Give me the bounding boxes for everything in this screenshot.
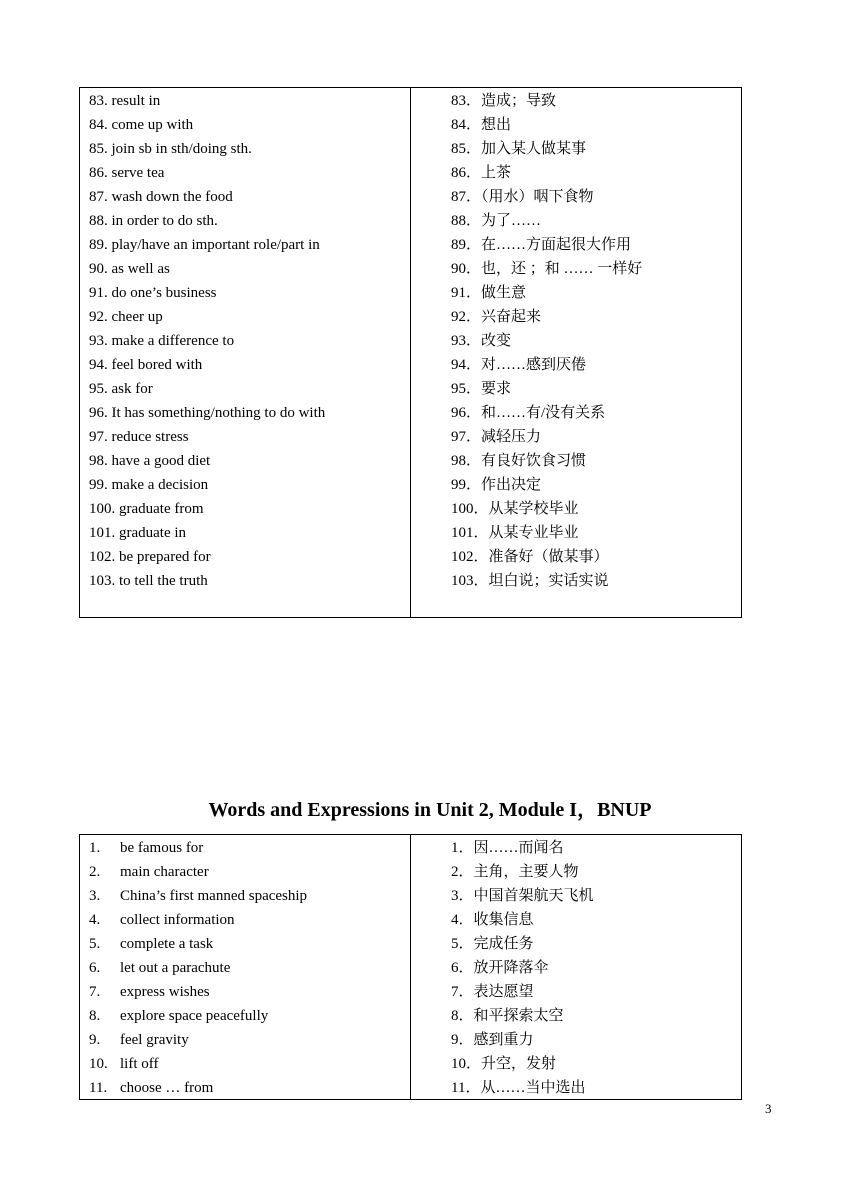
list-item: 101. graduate in: [89, 525, 187, 541]
list-item: 88. in order to do sth.: [89, 213, 218, 229]
item-number: 3.: [89, 888, 101, 904]
chinese-column: [411, 88, 741, 617]
item-text: explore space peacefully: [120, 1008, 269, 1024]
item-text: main character: [120, 864, 209, 880]
list-item: [89, 884, 410, 908]
list-item: 94．对……感到厌倦: [451, 357, 587, 373]
item-number: 2.: [89, 864, 101, 880]
list-item: 101．从某专业毕业: [451, 525, 579, 541]
list-item: 3．中国首架航天飞机: [451, 888, 594, 904]
list-item: 98. have a good diet: [89, 453, 211, 469]
item-text: express wishes: [120, 984, 210, 1000]
list-item: 11．从……当中选出: [451, 1080, 586, 1096]
list-item: 83. result in: [89, 93, 161, 109]
list-item: 2．主角，主要人物: [451, 864, 579, 880]
list-item: 99．作出决定: [451, 477, 542, 493]
list-item: 86. serve tea: [89, 165, 165, 181]
list-item: 103. to tell the truth: [89, 573, 208, 589]
item-number: 6.: [89, 960, 101, 976]
list-item: [89, 908, 410, 932]
section-title: Words and Expressions in Unit 2, Module I，BNUP: [208, 799, 652, 821]
english-column: [80, 835, 411, 1099]
list-item: 91. do one’s business: [89, 285, 217, 301]
list-item: 83．造成；导致: [451, 93, 557, 109]
item-number: 7.: [89, 984, 101, 1000]
list-item: 4．收集信息: [451, 912, 534, 928]
list-item: 86．上茶: [451, 165, 512, 181]
list-item: 93．改变: [451, 333, 512, 349]
item-number: 10.: [89, 1056, 108, 1072]
list-item: 87. wash down the food: [89, 189, 233, 205]
list-item: 94. feel bored with: [89, 357, 203, 373]
item-text: collect information: [120, 912, 235, 928]
list-item: 89. play/have an important role/part in: [89, 237, 320, 253]
list-item: 7．表达愿望: [451, 984, 534, 1000]
list-item: 100．从某学校毕业: [451, 501, 579, 517]
list-item: 103．坦白说；实话实说: [451, 573, 609, 589]
list-item: 97. reduce stress: [89, 429, 189, 445]
list-item: [89, 1076, 410, 1100]
vocab-table-unit2: [79, 834, 742, 1100]
list-item: 88．为了……: [451, 213, 542, 229]
item-text: feel gravity: [120, 1032, 189, 1048]
item-text: let out a parachute: [120, 960, 231, 976]
item-number: 5.: [89, 936, 101, 952]
chinese-column: [411, 835, 741, 1099]
item-text: choose … from: [120, 1080, 214, 1096]
english-column: [80, 88, 411, 617]
list-item: 85．加入某人做某事: [451, 141, 587, 157]
list-item: 96. It has something/nothing to do with: [89, 405, 326, 421]
list-item: 102．准备好（做某事）: [451, 549, 609, 565]
vocab-table-unit1: [79, 87, 742, 618]
list-item: 85. join sb in sth/doing sth.: [89, 141, 252, 157]
item-text: be famous for: [120, 840, 204, 856]
list-item: 90. as well as: [89, 261, 170, 277]
list-item: 89．在……方面起很大作用: [451, 237, 632, 253]
list-item: 84. come up with: [89, 117, 194, 133]
list-item: 102. be prepared for: [89, 549, 211, 565]
list-item: [89, 1028, 410, 1052]
list-item: 84．想出: [451, 117, 512, 133]
list-item: [89, 1004, 410, 1028]
item-text: China’s first manned spaceship: [120, 888, 308, 904]
list-item: 92. cheer up: [89, 309, 163, 325]
page-number: 3: [765, 1101, 772, 1116]
list-item: 92．兴奋起来: [451, 309, 542, 325]
list-item: 95. ask for: [89, 381, 153, 397]
list-item: [89, 956, 410, 980]
list-item: [89, 860, 410, 884]
list-item: 8．和平探索太空: [451, 1008, 564, 1024]
item-text: complete a task: [120, 936, 214, 952]
list-item: 1．因……而闻名: [451, 840, 564, 856]
item-number: 9.: [89, 1032, 101, 1048]
item-number: 4.: [89, 912, 101, 928]
list-item: 10．升空，发射: [451, 1056, 557, 1072]
list-item: [89, 836, 410, 860]
item-number: 8.: [89, 1008, 101, 1024]
list-item: 5．完成任务: [451, 936, 534, 952]
list-item: 100. graduate from: [89, 501, 204, 517]
list-item: 96．和……有/没有关系: [451, 405, 606, 421]
list-item: 95．要求: [451, 381, 512, 397]
list-item: 99. make a decision: [89, 477, 209, 493]
item-text: lift off: [120, 1056, 159, 1072]
list-item: [89, 980, 410, 1004]
list-item: [89, 1052, 410, 1076]
list-item: 93. make a difference to: [89, 333, 235, 349]
list-item: 97．减轻压力: [451, 429, 542, 445]
item-number: 11.: [89, 1080, 108, 1096]
list-item: 87．（用水）咽下食物: [451, 189, 594, 205]
list-item: 90．也，还 ；和 …… 一样好: [451, 261, 643, 277]
list-item: 98．有良好饮食习惯: [451, 453, 587, 469]
list-item: 9．感到重力: [451, 1032, 534, 1048]
list-item: 6．放开降落伞: [451, 960, 549, 976]
item-number: 1.: [89, 840, 101, 856]
list-item: [89, 932, 410, 956]
list-item: 91．做生意: [451, 285, 527, 301]
